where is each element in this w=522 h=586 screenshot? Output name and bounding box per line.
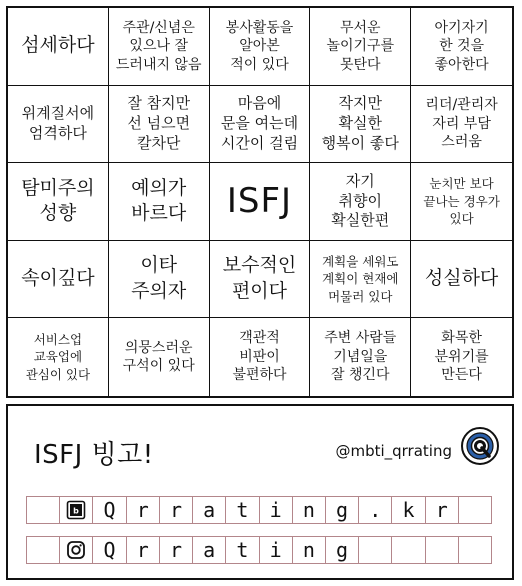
bingo-cell: 예의가 바르다 (109, 163, 210, 241)
letter-box (358, 537, 391, 563)
qrrating-logo-icon (460, 426, 500, 466)
bingo-cell: 리더/관리자 자리 부담 스러움 (411, 86, 512, 164)
letter-box: g (325, 497, 358, 523)
bingo-cell: 주변 사람들 기념일을 잘 챙긴다 (310, 318, 411, 396)
letter-box (26, 497, 59, 523)
letter-box: r (159, 497, 192, 523)
bingo-cell: 잘 참지만 선 넘으면 칼차단 (109, 86, 210, 164)
bingo-cell: 마음에 문을 여는데 시간이 걸림 (210, 86, 311, 164)
letter-box (458, 497, 492, 523)
bingo-cell: 계획을 세워도 계획이 현재에 머물러 있다 (310, 241, 411, 319)
letter-box: g (325, 537, 358, 563)
bingo-cell: 성실하다 (411, 241, 512, 319)
bingo-cell: 주관/신념은 있으나 잘 드러내지 않음 (109, 8, 210, 86)
letter-box: r (126, 497, 159, 523)
letter-box: r (159, 537, 192, 563)
bingo-cell: 위계질서에 엄격하다 (8, 86, 109, 164)
instagram-row (26, 536, 492, 564)
website-row (26, 496, 492, 524)
blog-icon (59, 497, 92, 523)
bingo-cell: 서비스업 교육업에 관심이 있다 (8, 318, 109, 396)
bingo-cell: 화목한 분위기를 만든다 (434, 330, 489, 384)
letter-box: n (292, 497, 325, 523)
bingo-cell: 작지만 확실한 행복이 좋다 (310, 86, 411, 164)
bingo-cell: 속이깊다 (8, 241, 109, 319)
bingo-cell: 섬세하다 (8, 8, 109, 86)
letter-box: i (259, 537, 292, 563)
bingo-grid (6, 6, 514, 398)
letter-box (26, 537, 59, 563)
letter-box: r (425, 497, 458, 523)
letter-box: k (391, 497, 424, 523)
letter-box: Q (92, 537, 125, 563)
bingo-cell: 무서운 놀이기구를 못탄다 (310, 8, 411, 86)
info-card (6, 404, 514, 580)
bingo-cell: 이타 주의자 (109, 241, 210, 319)
card-title: ISFJ 빙고! (34, 440, 154, 470)
bingo-cell: 탐미주의 성향 (8, 163, 109, 241)
letter-box (458, 537, 492, 563)
bingo-cell: 아기자기 한 것을 좋아한다 (411, 8, 512, 86)
bingo-cell: 객관적 비판이 불편하다 (210, 318, 311, 396)
instagram-icon (59, 537, 92, 563)
letter-box: a (192, 537, 225, 563)
bingo-cell: 봉사활동을 알아본 적이 있다 (210, 8, 311, 86)
letter-box: a (192, 497, 225, 523)
bingo-cell: 보수적인 편이다 (210, 241, 311, 319)
instagram-handle: @mbti_qrrating (335, 442, 452, 460)
letter-box: Q (92, 497, 125, 523)
letter-box: i (259, 497, 292, 523)
letter-box (391, 537, 424, 563)
bingo-cell: 눈치만 보다 끝나는 경우가 있다 (411, 163, 512, 241)
letter-box: n (292, 537, 325, 563)
letter-box (425, 537, 458, 563)
bingo-cell: 자기 취향이 확실한편 (310, 163, 411, 241)
letter-box: . (358, 497, 391, 523)
letter-box: r (126, 537, 159, 563)
letter-box: t (225, 537, 258, 563)
svg-text:b: b (73, 506, 80, 516)
bingo-cell: 의뭉스러운 구석이 있다 (109, 318, 210, 396)
bingo-center-cell: ISFJ (210, 163, 311, 241)
letter-box: t (225, 497, 258, 523)
